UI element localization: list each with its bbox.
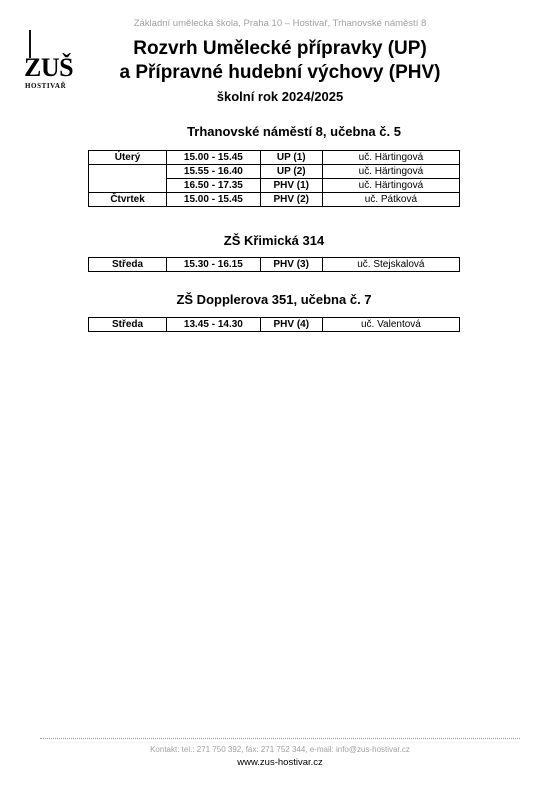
- table-row: [89, 318, 460, 332]
- teacher-cell: uč. Härtingová: [322, 165, 459, 179]
- teacher-cell: uč. Pátková: [322, 193, 459, 207]
- schedule-table-krimicka: [88, 257, 460, 272]
- header-school-line: Základní umělecká škola, Praha 10 – Hostivař, Trhanovské náměstí 8: [133, 18, 427, 29]
- footer-divider: [40, 738, 520, 739]
- day-cell: Čtvrtek: [89, 193, 167, 207]
- day-cell: [89, 179, 167, 193]
- time-cell: 15.55 - 16.40: [167, 165, 261, 179]
- section-heading-dopplerova: ZŠ Dopplerova 351, učebna č. 7: [176, 292, 372, 307]
- page-title: Rozvrh Umělecké přípravky (UP): [133, 38, 427, 59]
- table-row: [89, 179, 460, 193]
- day-cell: [89, 165, 167, 179]
- school-year: školní rok 2024/2025: [216, 89, 344, 104]
- teacher-cell: uč. Härtingová: [322, 179, 459, 193]
- table-row: [89, 193, 460, 207]
- section-heading-trhanovske: Trhanovské náměstí 8, učebna č. 5: [187, 124, 401, 139]
- time-cell: 16.50 - 17.35: [167, 179, 261, 193]
- time-cell: 13.45 - 14.30: [167, 318, 261, 332]
- subject-cell: PHV (4): [260, 318, 322, 332]
- day-cell: Úterý: [89, 151, 167, 165]
- time-cell: 15.30 - 16.15: [167, 258, 261, 272]
- section-heading-krimicka: ZŠ Křimická 314: [223, 233, 325, 248]
- table-row: [89, 165, 460, 179]
- time-cell: 15.00 - 15.45: [167, 151, 261, 165]
- schedule-table-dopplerova: [88, 317, 460, 332]
- time-cell: 15.00 - 15.45: [167, 193, 261, 207]
- day-cell: Středa: [89, 258, 167, 272]
- logo-subtext: HOSTIVAŘ: [25, 82, 67, 90]
- subject-cell: PHV (1): [260, 179, 322, 193]
- table-row: [89, 151, 460, 165]
- subject-cell: PHV (2): [260, 193, 322, 207]
- footer-contact: Kontakt: tel.: 271 750 392, fax: 271 752 344, e-mail: info@zus-hostivar.cz: [150, 745, 410, 754]
- page-title-line2: a Přípravné hudební výchovy (PHV): [119, 62, 441, 83]
- logo-text: ZUŠ: [24, 53, 74, 82]
- footer-website-link[interactable]: www.zus-hostivar.cz: [237, 757, 323, 768]
- subject-cell: UP (1): [260, 151, 322, 165]
- day-cell: Středa: [89, 318, 167, 332]
- teacher-cell: uč. Stejskalová: [322, 258, 459, 272]
- teacher-cell: uč. Valentová: [322, 318, 459, 332]
- subject-cell: PHV (3): [260, 258, 322, 272]
- schedule-table-trhanovske: [88, 150, 460, 207]
- table-row: [89, 258, 460, 272]
- subject-cell: UP (2): [260, 165, 322, 179]
- teacher-cell: uč. Härtingová: [322, 151, 459, 165]
